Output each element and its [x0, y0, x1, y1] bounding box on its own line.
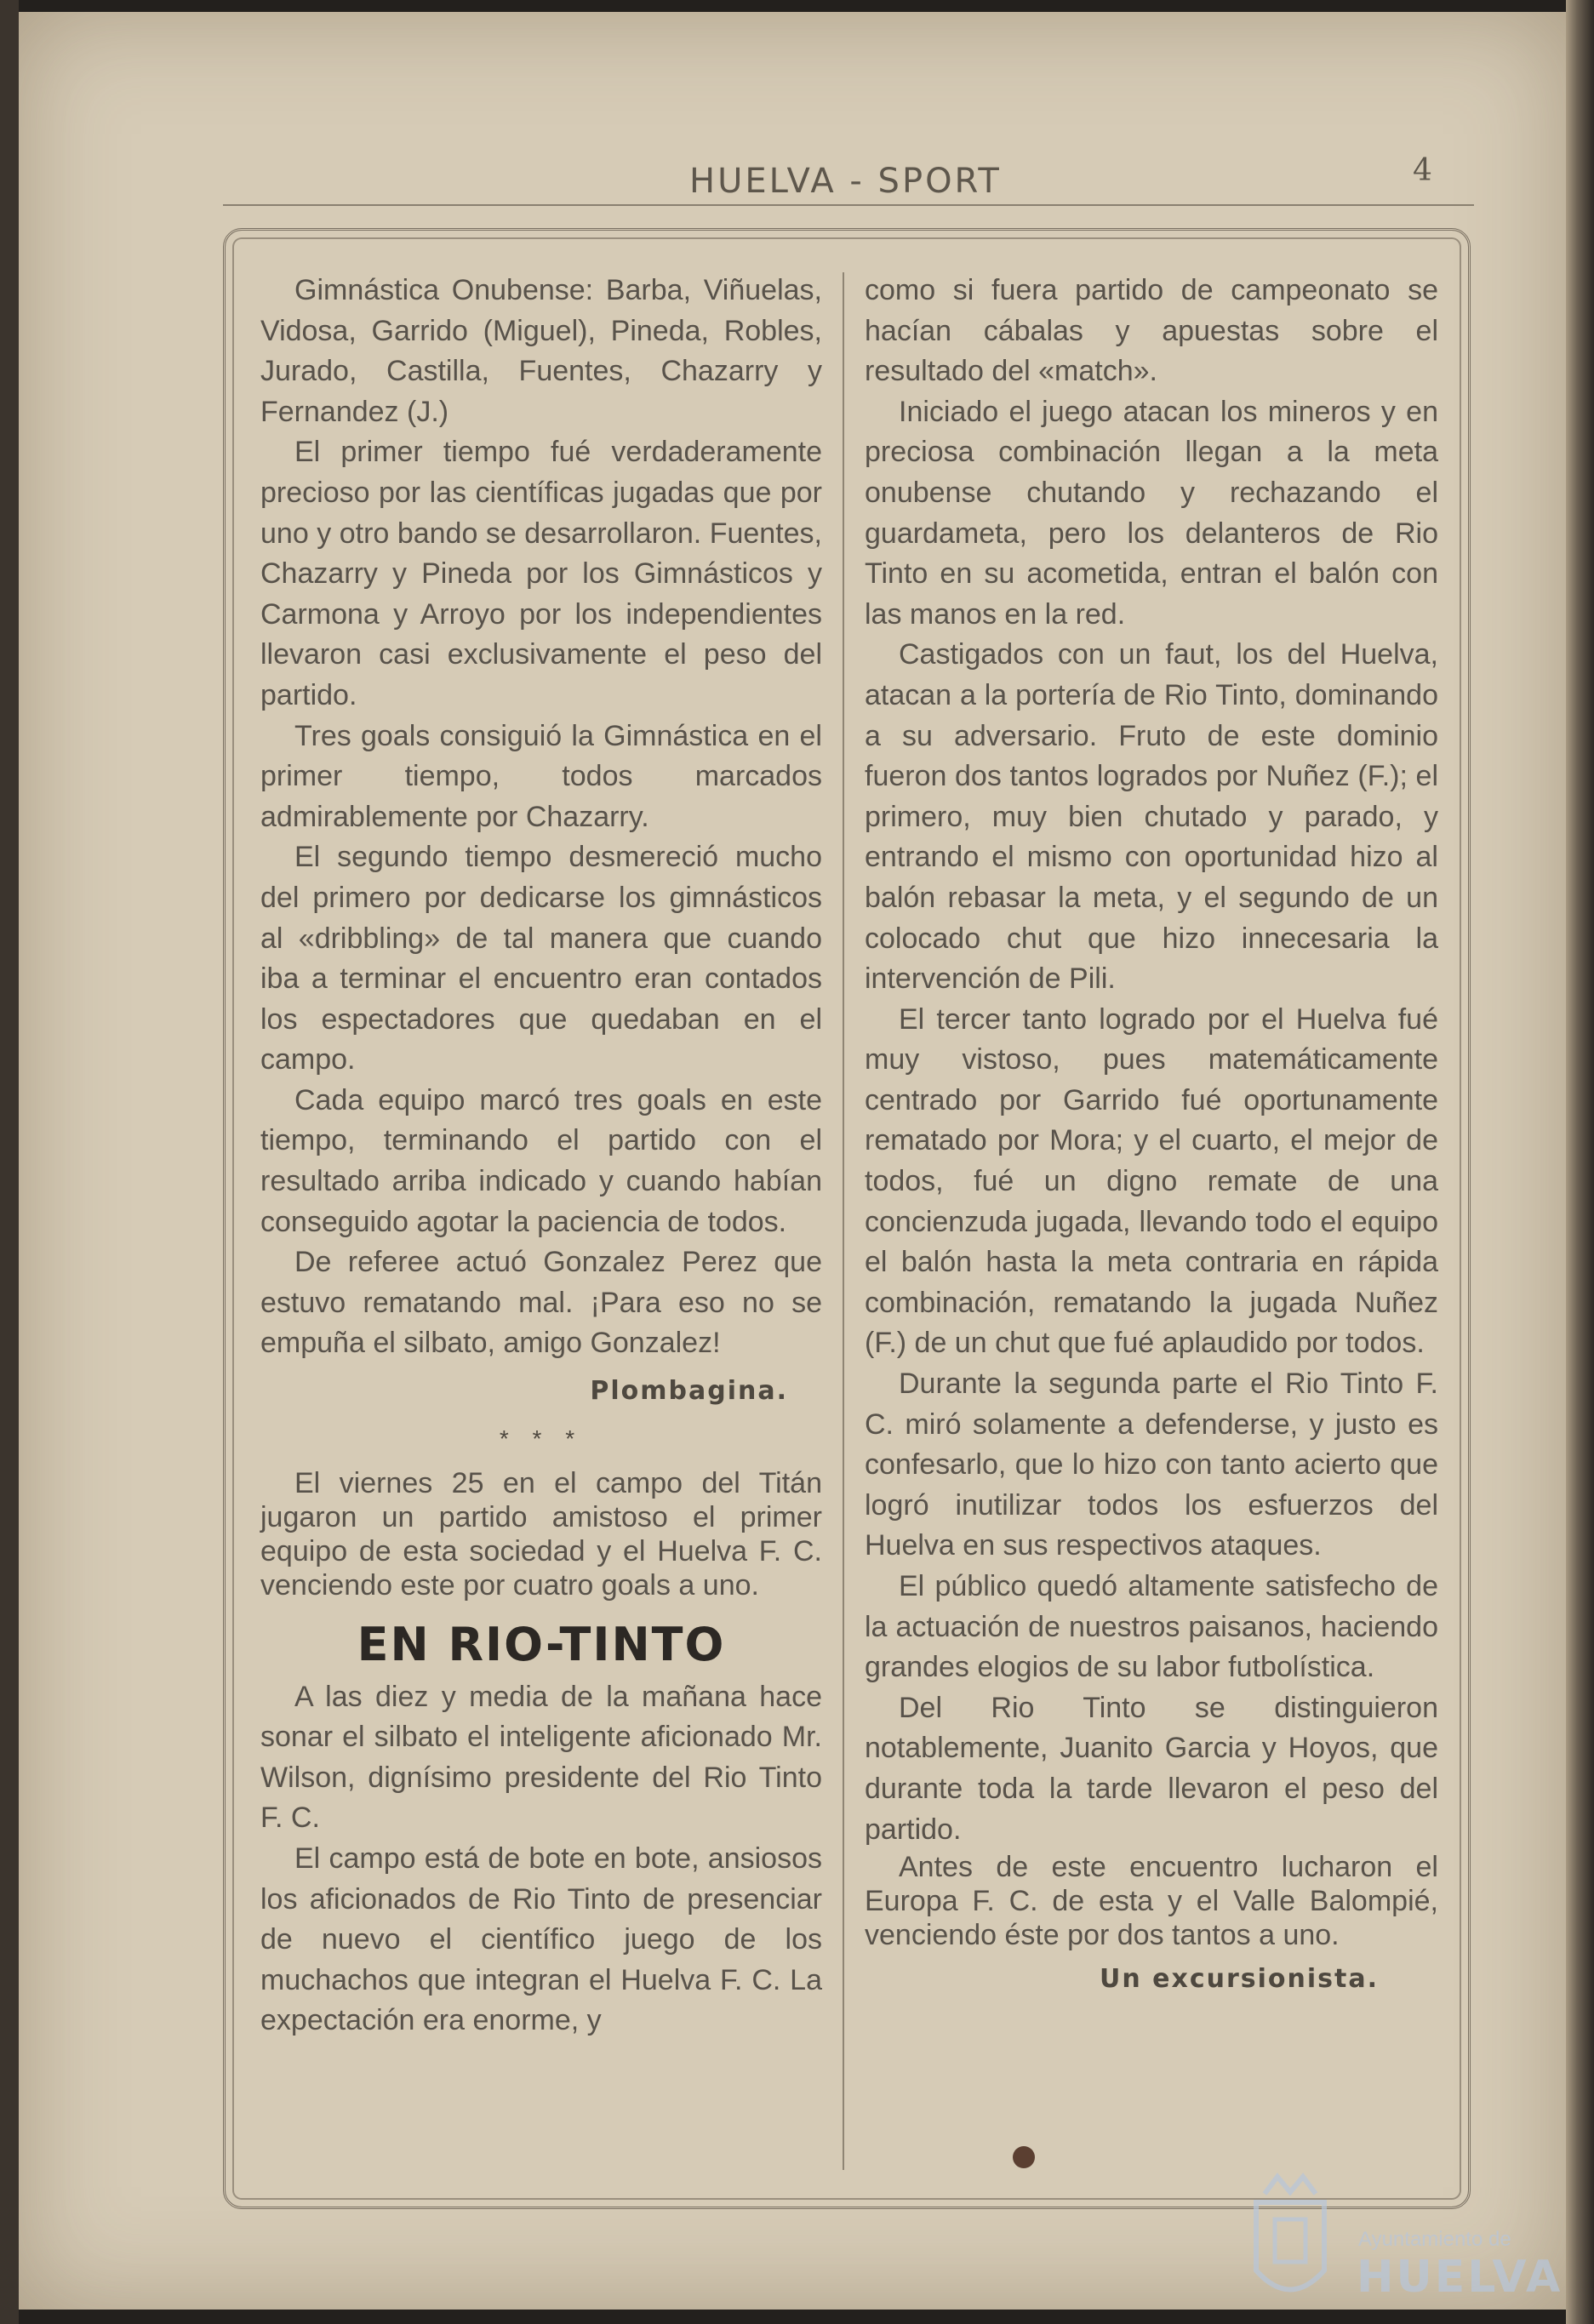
- article-paragraph: El segundo tiempo desmereció mucho del primero por dedicarse los gimnásticos al «dribbling» de tal manera que cuando iba a terminar el encuentro eran contados los espectadores que quedaban en el campo.: [260, 841, 822, 1076]
- column-divider: [843, 272, 844, 2170]
- article-paragraph: Castigados con un faut, los del Huelva, atacan a la portería de Rio Tinto, dominando a su adversario. Fruto de este dominio fueron dos tantos logrados por Nuñez (F.); el primero, muy bien chutado y parado, y entrando el mismo con oportunidad hizo al balón rebasar la meta, y el segundo de un colocado chut que hizo innecesaria la intervención de Pili.: [865, 638, 1438, 996]
- watermark-line1: Ayuntamiento de: [1358, 2228, 1511, 2251]
- page-edge: [1566, 0, 1594, 2324]
- article-paragraph: El primer tiempo fué verdaderamente precioso por las científicas jugadas que por uno y otro bando se desarrollaron. Fuentes, Chazarry y Pineda por los Gimnásticos y Carmona y Arroyo por los independientes llevaron casi exclusivamente el peso del partido.: [260, 436, 822, 711]
- article-paragraph: El público quedó altamente satisfecho de la actuación de nuestros paisanos, haciendo grandes elogios de su labor futbolística.: [865, 1570, 1438, 1684]
- section-heading: EN RIO-TINTO: [357, 1617, 726, 1671]
- page-number: 4: [1413, 153, 1432, 188]
- header-rule: [223, 204, 1474, 206]
- lineup-paragraph: Gimnástica Onubense: Barba, Viñuelas, Vidosa, Garrido (Miguel), Pineda, Robles, Jurado, Castilla, Fuentes, Chazarry y Fernandez (J.): [260, 274, 822, 428]
- friendly-match-paragraph: El viernes 25 en el campo del Titán jugaron un partido amistoso el primer equipo de esta sociedad y el Huelva F. C. venciendo este por cuatro goals a uno.: [260, 1466, 822, 1602]
- article-paragraph: Cada equipo marcó tres goals en este tiempo, terminando el partido con el resultado arriba indicado y cuando habían conseguido agotar la paciencia de todos.: [260, 1083, 822, 1238]
- article-paragraph: Antes de este encuentro lucharon el Europa F. C. de esta y el Valle Balompié, venciendo éste por dos tantos a uno.: [865, 1851, 1438, 1952]
- left-column: [260, 271, 822, 2041]
- article-paragraph: Tres goals consiguió la Gimnástica en el primer tiempo, todos marcados admirablemente por Chazarry.: [260, 719, 822, 833]
- article-paragraph: Del Rio Tinto se distinguieron notablemente, Juanito Garcia y Hoyos, que durante toda la tarde llevaron el peso del partido.: [865, 1691, 1438, 1846]
- right-column: [865, 271, 1438, 2000]
- article-paragraph: Durante la segunda parte el Rio Tinto F. C. miró solamente a defenderse, y justo es confesarlo, que lo hizo con tanto acierto que logró inutilizar todos los esfuerzos del Huelva en sus respectivos ataques.: [865, 1368, 1438, 1562]
- article-paragraph: Iniciado el juego atacan los mineros y en preciosa combinación llegan a la meta onubense chutando y rechazando el guardameta, pero los delanteros de Rio Tinto en su acometida, entran el balón con las manos en la red.: [865, 395, 1438, 631]
- coat-of-arms-icon: [1239, 2168, 1341, 2313]
- author-signature: Plombagina.: [590, 1376, 788, 1407]
- section-separator: * * *: [499, 1425, 584, 1452]
- archive-watermark: [1239, 2161, 1563, 2315]
- article-paragraph: El campo está de bote en bote, ansiosos los aficionados de Rio Tinto de presenciar de nuevo el científico juego de los muchachos que integran el Huelva F. C. La expectación era enorme, y: [260, 1842, 822, 2037]
- author-signature: Un excursionista.: [1099, 1964, 1379, 1995]
- publication-title: HUELVA - SPORT: [689, 162, 1002, 201]
- binding-shadow: [0, 0, 19, 2324]
- ink-blot: [1013, 2146, 1035, 2168]
- article-paragraph: De referee actuó Gonzalez Perez que estuvo rematando mal. ¡Para eso no se empuña el silbato, amigo Gonzalez!: [260, 1246, 822, 1360]
- article-paragraph: A las diez y media de la mañana hace sonar el silbato el inteligente aficionado Mr. Wilson, dignísimo presidente del Rio Tinto F. C.: [260, 1680, 822, 1835]
- article-paragraph: El tercer tanto logrado por el Huelva fué muy vistoso, pues matemáticamente centrado por Garrido fué oportunamente rematado por Mora; y el cuarto, el mejor de todos, fué un digno remate de una concienzuda jugada, llevando todo el equipo el balón hasta la meta contraria en rápida combinación, rematando la jugada Nuñez (F.) de un chut que fué aplaudido por todos.: [865, 1002, 1438, 1360]
- watermark-line2: HUELVA: [1357, 2252, 1563, 2303]
- page-header: [223, 145, 1474, 209]
- article-paragraph: como si fuera partido de campeonato se hacían cábalas y apuestas sobre el resultado del «match».: [865, 274, 1438, 388]
